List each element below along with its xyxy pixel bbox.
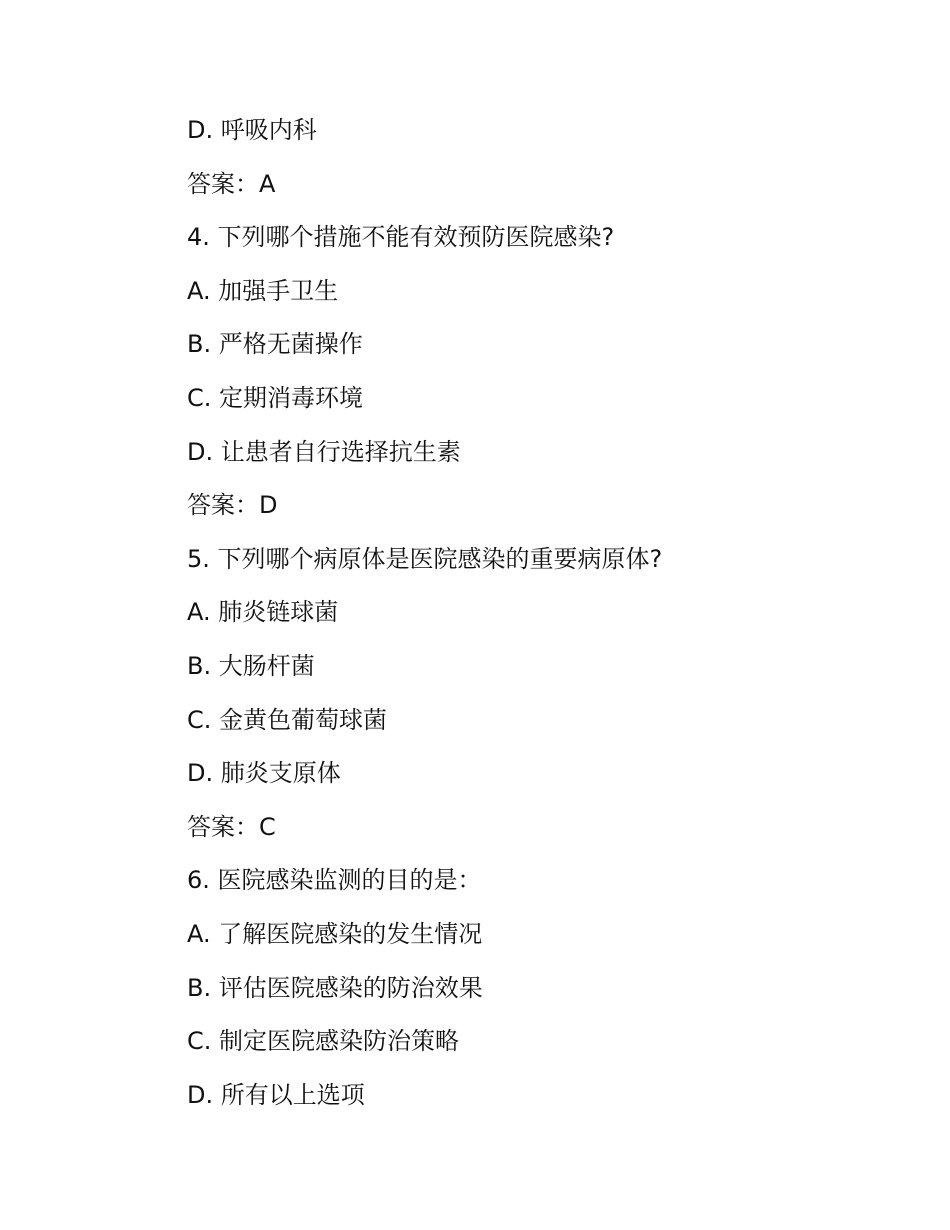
answer-key-line: 答案：D — [187, 491, 278, 520]
answer-option-line: B. 严格无菌操作 — [187, 330, 363, 359]
answer-option-line: A. 加强手卫生 — [187, 276, 339, 305]
answer-option-line: A. 了解医院感染的发生情况 — [187, 919, 483, 948]
answer-option-line: C. 定期消毒环境 — [187, 383, 364, 412]
question-line: 6. 医院感染监测的目的是： — [187, 866, 482, 895]
answer-option-line: B. 评估医院感染的防治效果 — [187, 973, 483, 1002]
answer-option-line: B. 大肠杆菌 — [187, 651, 315, 680]
answer-option-line: D. 肺炎支原体 — [187, 759, 341, 788]
answer-option-line: D. 呼吸内科 — [187, 116, 317, 144]
answer-key-line: 答案：A — [187, 169, 276, 198]
page-content — [187, 110, 887, 1128]
answer-key-line: 答案：C — [187, 812, 276, 841]
question-line: 4. 下列哪个措施不能有效预防医院感染? — [187, 223, 615, 252]
answer-option-line: D. 让患者自行选择抗生素 — [187, 437, 461, 466]
answer-option-line: A. 肺炎链球菌 — [187, 598, 339, 627]
answer-option-line: C. 金黄色葡萄球菌 — [187, 705, 388, 734]
answer-option-line: D. 所有以上选项 — [187, 1080, 365, 1109]
answer-option-line: C. 制定医院感染防治策略 — [187, 1027, 460, 1056]
question-line: 5. 下列哪个病原体是医院感染的重要病原体? — [187, 544, 663, 573]
